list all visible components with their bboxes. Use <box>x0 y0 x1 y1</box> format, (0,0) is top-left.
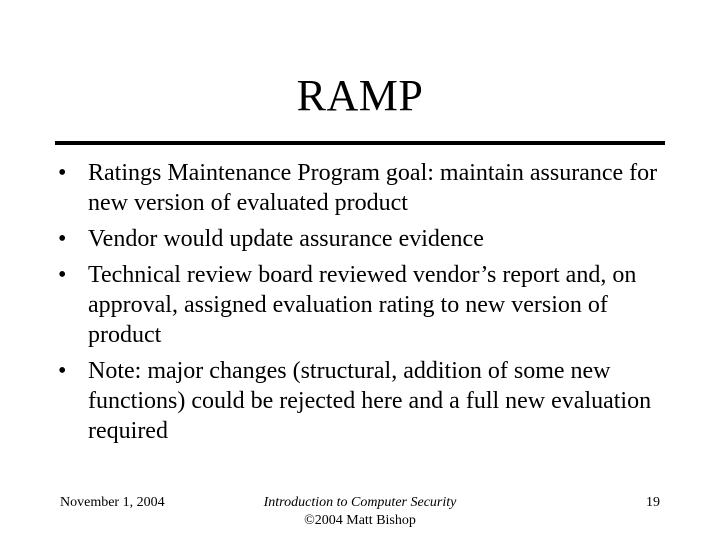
title-divider <box>55 141 665 145</box>
bullet-text: Ratings Maintenance Program goal: maintain assurance for new version of evaluated product <box>88 160 658 216</box>
slide-title-text: RAMP <box>296 71 424 120</box>
bullet-text: Vendor would update assurance evidence <box>88 226 484 252</box>
slide-title <box>0 68 720 124</box>
footer-date: November 1, 2004 <box>60 495 165 510</box>
bullet-marker: • <box>58 262 67 288</box>
bullet-item <box>56 356 676 446</box>
bullet-marker: • <box>58 226 67 252</box>
bullet-item <box>56 260 676 350</box>
footer-course-info <box>240 494 480 530</box>
bullet-text: Note: major changes (structural, addition of some new functions) could be rejected here and a full new evaluation required <box>88 358 652 444</box>
bullet-text: Technical review board reviewed vendor’s report and, on approval, assigned evaluation rating to new version of product <box>88 262 637 348</box>
footer-copyright: ©2004 Matt Bishop <box>304 513 416 528</box>
bullet-item <box>56 224 676 254</box>
footer-page-number: 19 <box>646 495 660 510</box>
footer-course-title: Introduction to Computer Security <box>263 495 457 510</box>
bullet-list <box>56 158 676 452</box>
bullet-marker: • <box>58 160 67 186</box>
bullet-marker: • <box>58 358 67 384</box>
bullet-item <box>56 158 676 218</box>
